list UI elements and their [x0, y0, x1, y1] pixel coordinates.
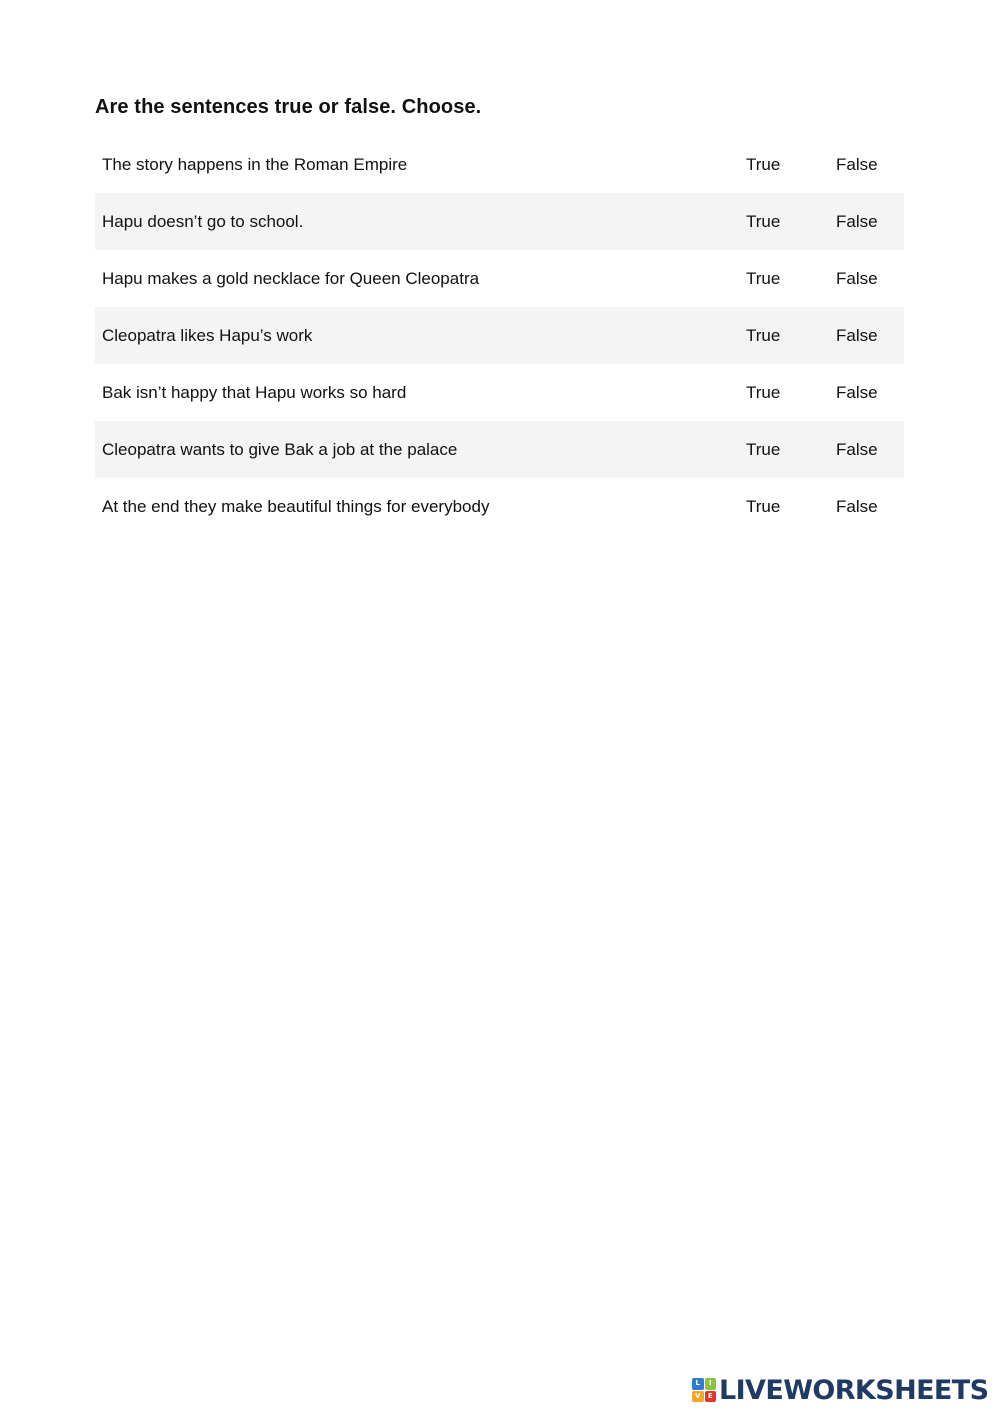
logo-mark-tile: I	[705, 1378, 717, 1390]
true-option[interactable]: True	[746, 496, 781, 516]
table-row	[95, 193, 904, 250]
false-option[interactable]: False	[836, 496, 878, 516]
statement-text: The story happens in the Roman Empire	[102, 154, 408, 174]
logo-wordmark: LIVEWORKSHEETS	[719, 1374, 989, 1406]
true-option[interactable]: True	[746, 154, 781, 174]
false-option[interactable]: False	[836, 211, 878, 231]
false-option[interactable]: False	[836, 325, 878, 345]
false-option[interactable]: False	[836, 382, 878, 402]
logo-mark-tile: L	[692, 1378, 704, 1390]
true-false-table	[95, 136, 904, 535]
true-option[interactable]: True	[746, 211, 781, 231]
false-option[interactable]: False	[836, 268, 878, 288]
statement-text: Bak isn’t happy that Hapu works so hard	[102, 382, 407, 402]
true-option[interactable]: True	[746, 439, 781, 459]
logo-mark-tile: V	[692, 1391, 704, 1403]
false-option[interactable]: False	[836, 154, 878, 174]
true-option[interactable]: True	[746, 382, 781, 402]
table-row	[95, 364, 904, 421]
worksheet-title: Are the sentences true or false. Choose.	[95, 96, 482, 118]
statement-text: Cleopatra wants to give Bak a job at the palace	[102, 439, 458, 459]
statement-text: Hapu makes a gold necklace for Queen Cleopatra	[102, 268, 480, 288]
statement-text: Hapu doesn’t go to school.	[102, 211, 304, 231]
true-option[interactable]: True	[746, 325, 781, 345]
table-row	[95, 307, 904, 364]
table-row	[95, 136, 904, 193]
liveworksheets-logo-icon	[692, 1378, 716, 1402]
statement-text: Cleopatra likes Hapu’s work	[102, 325, 313, 345]
liveworksheets-logo	[692, 1374, 988, 1406]
table-row	[95, 421, 904, 478]
logo-mark-tile: E	[705, 1391, 717, 1403]
false-option[interactable]: False	[836, 439, 878, 459]
table-row	[95, 478, 904, 535]
true-option[interactable]: True	[746, 268, 781, 288]
table-row	[95, 250, 904, 307]
statement-text: At the end they make beautiful things for everybody	[102, 496, 490, 516]
